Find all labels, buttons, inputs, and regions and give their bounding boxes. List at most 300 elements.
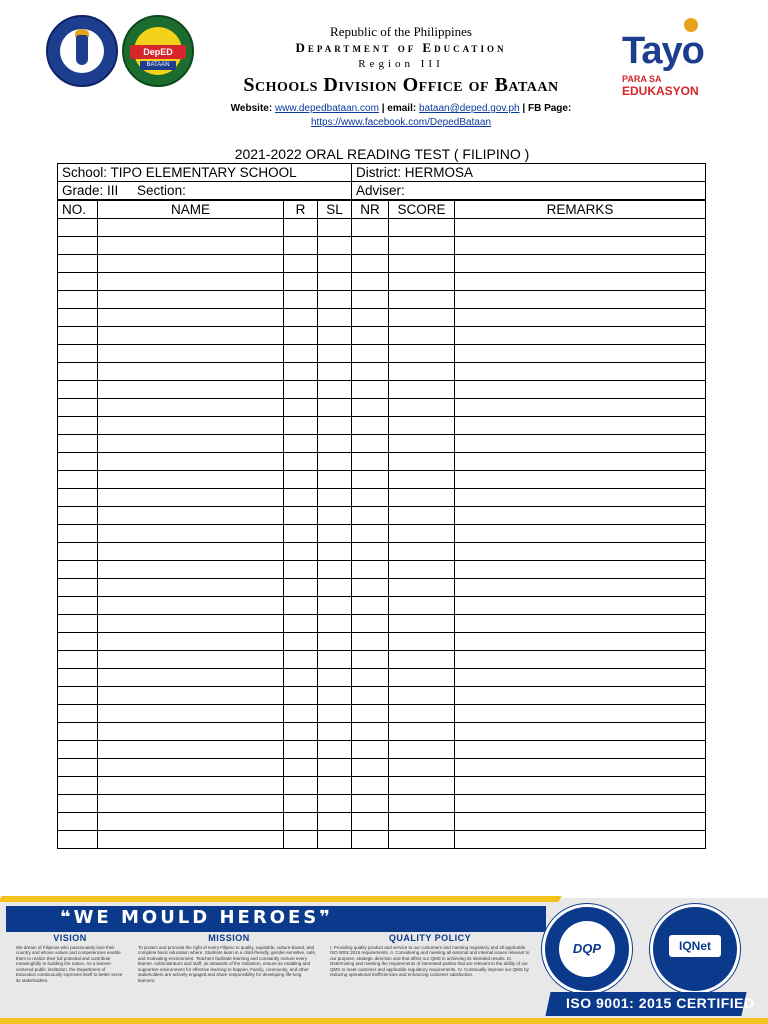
table-row (58, 453, 706, 471)
table-row (58, 489, 706, 507)
cell-no[interactable] (58, 525, 98, 543)
cell-remarks[interactable] (455, 705, 706, 723)
iqnet-certified-logo (650, 904, 740, 994)
cell-name[interactable] (98, 759, 284, 777)
cell-remarks[interactable] (455, 543, 706, 561)
cell-r[interactable] (284, 597, 318, 615)
cell-name[interactable] (98, 723, 284, 741)
cell-r[interactable] (284, 489, 318, 507)
cell-score[interactable] (389, 777, 455, 795)
cell-score[interactable] (389, 363, 455, 381)
cell-remarks[interactable] (455, 669, 706, 687)
cell-r[interactable] (284, 219, 318, 237)
cell-sl[interactable] (318, 291, 352, 309)
cell-remarks[interactable] (455, 795, 706, 813)
cell-score[interactable] (389, 795, 455, 813)
cell-nr[interactable] (352, 327, 389, 345)
cell-remarks[interactable] (455, 651, 706, 669)
cell-sl[interactable] (318, 345, 352, 363)
cell-nr[interactable] (352, 615, 389, 633)
cell-name[interactable] (98, 831, 284, 849)
cell-name[interactable] (98, 651, 284, 669)
cell-sl[interactable] (318, 543, 352, 561)
cell-remarks[interactable] (455, 723, 706, 741)
cell-name[interactable] (98, 237, 284, 255)
cell-nr[interactable] (352, 363, 389, 381)
cell-sl[interactable] (318, 759, 352, 777)
cell-remarks[interactable] (455, 813, 706, 831)
cell-sl[interactable] (318, 417, 352, 435)
cell-nr[interactable] (352, 741, 389, 759)
cell-remarks[interactable] (455, 759, 706, 777)
vision-text: We dream of Filipinos who passionately love their country and whose values and competencies enable them to realize their full potential and contribute meaningfully to building the nation. As a learner-centered public institution, the Department of Education continuously improves itself to better serve its stakeholders. (16, 944, 123, 983)
cell-r[interactable] (284, 453, 318, 471)
cell-score[interactable] (389, 561, 455, 579)
cell-no[interactable] (58, 435, 98, 453)
cell-no[interactable] (58, 309, 98, 327)
email-label: email: (387, 103, 417, 114)
table-row (58, 669, 706, 687)
cell-no[interactable] (58, 489, 98, 507)
cell-remarks[interactable] (455, 633, 706, 651)
cell-nr[interactable] (352, 795, 389, 813)
cell-score[interactable] (389, 759, 455, 777)
cell-name[interactable] (98, 813, 284, 831)
cell-sl[interactable] (318, 579, 352, 597)
reading-test-table (57, 200, 706, 849)
cell-sl[interactable] (318, 507, 352, 525)
cell-sl[interactable] (318, 471, 352, 489)
cell-r[interactable] (284, 291, 318, 309)
cell-no[interactable] (58, 507, 98, 525)
cell-r[interactable] (284, 255, 318, 273)
cell-r[interactable] (284, 741, 318, 759)
website-label: Website: (230, 103, 273, 114)
cell-sl[interactable] (318, 255, 352, 273)
cell-score[interactable] (389, 327, 455, 345)
cell-r[interactable] (284, 435, 318, 453)
cell-nr[interactable] (352, 705, 389, 723)
cell-r[interactable] (284, 705, 318, 723)
cell-nr[interactable] (352, 723, 389, 741)
cell-sl[interactable] (318, 399, 352, 417)
cell-sl[interactable] (318, 237, 352, 255)
quality-policy-text: I. Providing quality product and service to our customers and meeting regulatory and all applicable ISO 9001:2015 requirements. II. Considering and meeting all external and internal issues relevant to our purpose, strategic direction and that affect our QMS in achieving its intended results. III. Determining and meeting the requirements of interested parties that are relevant to the ability of our QMS to meet customer and applicable regulatory requirements. IV. Continually improve our QMS by reducing operational inefficiencies and enhancing customer satisfaction. (330, 944, 530, 977)
cell-no[interactable] (58, 417, 98, 435)
cell-score[interactable] (389, 309, 455, 327)
cell-nr[interactable] (352, 471, 389, 489)
grade-section-field[interactable] (58, 182, 352, 200)
cell-remarks[interactable] (455, 579, 706, 597)
cell-sl[interactable] (318, 363, 352, 381)
cell-sl[interactable] (318, 813, 352, 831)
cell-name[interactable] (98, 507, 284, 525)
mission-section (138, 933, 320, 983)
cell-nr[interactable] (352, 597, 389, 615)
cell-name[interactable] (98, 597, 284, 615)
cell-remarks[interactable] (455, 345, 706, 363)
cell-nr[interactable] (352, 831, 389, 849)
cell-no[interactable] (58, 471, 98, 489)
cell-nr[interactable] (352, 651, 389, 669)
cell-score[interactable] (389, 219, 455, 237)
table-row (58, 615, 706, 633)
cell-r[interactable] (284, 525, 318, 543)
cell-name[interactable] (98, 255, 284, 273)
cell-name[interactable] (98, 705, 284, 723)
cell-sl[interactable] (318, 525, 352, 543)
cell-nr[interactable] (352, 543, 389, 561)
cell-r[interactable] (284, 363, 318, 381)
cell-r[interactable] (284, 381, 318, 399)
cell-score[interactable] (389, 489, 455, 507)
deped-bataan-logo (122, 15, 194, 87)
cell-name[interactable] (98, 327, 284, 345)
cell-name[interactable] (98, 669, 284, 687)
cell-r[interactable] (284, 651, 318, 669)
cell-score[interactable] (389, 507, 455, 525)
cell-nr[interactable] (352, 345, 389, 363)
cell-sl[interactable] (318, 489, 352, 507)
school-field[interactable]: School: TIPO ELEMENTARY SCHOOL (58, 164, 352, 182)
form-title: 2021-2022 ORAL READING TEST ( FILIPINO ) (234, 146, 530, 162)
cell-score[interactable] (389, 615, 455, 633)
cell-score[interactable] (389, 255, 455, 273)
cell-name[interactable] (98, 219, 284, 237)
department-heading: Department of Education (295, 40, 507, 55)
cell-score[interactable] (389, 471, 455, 489)
cell-remarks[interactable] (455, 219, 706, 237)
cell-no[interactable] (58, 453, 98, 471)
table-row (58, 435, 706, 453)
cell-r[interactable] (284, 777, 318, 795)
cell-no[interactable] (58, 381, 98, 399)
cell-no[interactable] (58, 777, 98, 795)
cell-no[interactable] (58, 219, 98, 237)
cell-remarks[interactable] (455, 309, 706, 327)
cell-nr[interactable] (352, 435, 389, 453)
republic-heading: Republic of the Philippines (330, 24, 472, 39)
cell-sl[interactable] (318, 651, 352, 669)
cell-score[interactable] (389, 399, 455, 417)
cell-sl[interactable] (318, 561, 352, 579)
cell-nr[interactable] (352, 579, 389, 597)
cell-name[interactable] (98, 633, 284, 651)
dqp-logo-text: DQP (572, 941, 602, 956)
cell-name[interactable] (98, 417, 284, 435)
cell-remarks[interactable] (455, 255, 706, 273)
cell-r[interactable] (284, 615, 318, 633)
cell-no[interactable] (58, 237, 98, 255)
cell-no[interactable] (58, 831, 98, 849)
cell-score[interactable] (389, 345, 455, 363)
cell-sl[interactable] (318, 777, 352, 795)
table-header-row (58, 201, 706, 219)
cell-score[interactable] (389, 273, 455, 291)
cell-r[interactable] (284, 687, 318, 705)
cell-score[interactable] (389, 687, 455, 705)
cell-remarks[interactable] (455, 435, 706, 453)
cell-score[interactable] (389, 579, 455, 597)
cell-name[interactable] (98, 453, 284, 471)
cell-name[interactable] (98, 741, 284, 759)
dqp-quality-management-logo (542, 904, 632, 994)
cell-no[interactable] (58, 273, 98, 291)
fb-label: FB Page: (527, 103, 572, 114)
cell-remarks[interactable] (455, 291, 706, 309)
iqnet-logo-text: IQNet (669, 935, 721, 957)
cell-no[interactable] (58, 687, 98, 705)
table-row (58, 831, 706, 849)
cell-score[interactable] (389, 525, 455, 543)
cell-remarks[interactable] (455, 615, 706, 633)
cell-remarks[interactable] (455, 381, 706, 399)
cell-nr[interactable] (352, 219, 389, 237)
cell-name[interactable] (98, 309, 284, 327)
cell-r[interactable] (284, 417, 318, 435)
cell-name[interactable] (98, 579, 284, 597)
cell-remarks[interactable] (455, 687, 706, 705)
cell-no[interactable] (58, 327, 98, 345)
cell-name[interactable] (98, 525, 284, 543)
cell-score[interactable] (389, 723, 455, 741)
cell-remarks[interactable] (455, 489, 706, 507)
cell-score[interactable] (389, 543, 455, 561)
table-row (58, 327, 706, 345)
cell-nr[interactable] (352, 507, 389, 525)
cell-nr[interactable] (352, 255, 389, 273)
cell-name[interactable] (98, 399, 284, 417)
cell-nr[interactable] (352, 777, 389, 795)
cell-nr[interactable] (352, 525, 389, 543)
cell-score[interactable] (389, 417, 455, 435)
cell-score[interactable] (389, 669, 455, 687)
table-row (58, 795, 706, 813)
tayo-para-sa-edukasyon-logo (622, 18, 726, 96)
cell-nr[interactable] (352, 237, 389, 255)
table-row (58, 651, 706, 669)
cell-sl[interactable] (318, 633, 352, 651)
cell-no[interactable] (58, 597, 98, 615)
table-row (58, 237, 706, 255)
cell-no[interactable] (58, 723, 98, 741)
cell-nr[interactable] (352, 561, 389, 579)
cell-nr[interactable] (352, 291, 389, 309)
cell-remarks[interactable] (455, 327, 706, 345)
cell-sl[interactable] (318, 615, 352, 633)
cell-r[interactable] (284, 237, 318, 255)
cell-nr[interactable] (352, 813, 389, 831)
cell-no[interactable] (58, 705, 98, 723)
cell-nr[interactable] (352, 759, 389, 777)
cell-remarks[interactable] (455, 471, 706, 489)
cell-name[interactable] (98, 345, 284, 363)
table-row (58, 399, 706, 417)
col-remarks-header: REMARKS (455, 201, 706, 219)
para-sa-logo-text: PARA SA (622, 74, 662, 84)
email-link[interactable]: bataan@deped.gov.ph (418, 103, 520, 114)
cell-sl[interactable] (318, 687, 352, 705)
cell-no[interactable] (58, 345, 98, 363)
cell-sl[interactable] (318, 723, 352, 741)
cell-name[interactable] (98, 273, 284, 291)
cell-no[interactable] (58, 633, 98, 651)
cell-no[interactable] (58, 741, 98, 759)
cell-r[interactable] (284, 561, 318, 579)
cell-sl[interactable] (318, 309, 352, 327)
website-link[interactable]: www.depedbataan.com (274, 103, 379, 114)
grade-label: Grade: III (62, 183, 119, 198)
cell-remarks[interactable] (455, 561, 706, 579)
cell-sl[interactable] (318, 453, 352, 471)
cell-name[interactable] (98, 795, 284, 813)
col-name-header: NAME (98, 201, 284, 219)
cell-remarks[interactable] (455, 597, 706, 615)
cell-r[interactable] (284, 273, 318, 291)
cell-remarks[interactable] (455, 507, 706, 525)
col-nr-header: NR (352, 201, 389, 219)
cell-no[interactable] (58, 813, 98, 831)
cell-score[interactable] (389, 741, 455, 759)
cell-sl[interactable] (318, 327, 352, 345)
cell-r[interactable] (284, 723, 318, 741)
cell-score[interactable] (389, 597, 455, 615)
cell-name[interactable] (98, 543, 284, 561)
col-sl-header: SL (318, 201, 352, 219)
cell-nr[interactable] (352, 417, 389, 435)
cell-r[interactable] (284, 345, 318, 363)
cell-no[interactable] (58, 561, 98, 579)
cell-remarks[interactable] (455, 417, 706, 435)
cell-no[interactable] (58, 399, 98, 417)
division-heading: Schools Division Office of Bataan (243, 74, 559, 96)
cell-r[interactable] (284, 471, 318, 489)
cell-sl[interactable] (318, 219, 352, 237)
cell-sl[interactable] (318, 831, 352, 849)
cell-no[interactable] (58, 579, 98, 597)
fb-link[interactable]: https://www.facebook.com/DepedBataan (310, 117, 492, 128)
cell-nr[interactable] (352, 633, 389, 651)
cell-name[interactable] (98, 381, 284, 399)
cell-r[interactable] (284, 813, 318, 831)
cell-nr[interactable] (352, 489, 389, 507)
cell-score[interactable] (389, 237, 455, 255)
section-label: Section: (137, 183, 186, 198)
cell-name[interactable] (98, 615, 284, 633)
cell-no[interactable] (58, 543, 98, 561)
cell-name[interactable] (98, 363, 284, 381)
cell-score[interactable] (389, 813, 455, 831)
cell-remarks[interactable] (455, 525, 706, 543)
cell-r[interactable] (284, 309, 318, 327)
cell-r[interactable] (284, 327, 318, 345)
cell-sl[interactable] (318, 705, 352, 723)
cell-nr[interactable] (352, 453, 389, 471)
cell-sl[interactable] (318, 795, 352, 813)
cell-name[interactable] (98, 471, 284, 489)
cell-name[interactable] (98, 687, 284, 705)
cell-score[interactable] (389, 291, 455, 309)
cell-no[interactable] (58, 255, 98, 273)
cell-r[interactable] (284, 633, 318, 651)
cell-score[interactable] (389, 453, 455, 471)
cell-r[interactable] (284, 579, 318, 597)
cell-no[interactable] (58, 795, 98, 813)
table-row (58, 633, 706, 651)
cell-sl[interactable] (318, 669, 352, 687)
cell-nr[interactable] (352, 381, 389, 399)
cell-no[interactable] (58, 363, 98, 381)
cell-r[interactable] (284, 759, 318, 777)
adviser-field[interactable]: Adviser: (352, 182, 706, 200)
quality-policy-section (330, 933, 530, 978)
cell-r[interactable] (284, 399, 318, 417)
table-row (58, 597, 706, 615)
cell-remarks[interactable] (455, 273, 706, 291)
cell-remarks[interactable] (455, 831, 706, 849)
cell-score[interactable] (389, 705, 455, 723)
cell-r[interactable] (284, 669, 318, 687)
cell-sl[interactable] (318, 597, 352, 615)
cell-remarks[interactable] (455, 237, 706, 255)
table-row (58, 777, 706, 795)
cell-sl[interactable] (318, 435, 352, 453)
cell-r[interactable] (284, 831, 318, 849)
cell-sl[interactable] (318, 381, 352, 399)
cell-sl[interactable] (318, 273, 352, 291)
cell-nr[interactable] (352, 273, 389, 291)
cell-nr[interactable] (352, 399, 389, 417)
cell-r[interactable] (284, 795, 318, 813)
cell-r[interactable] (284, 543, 318, 561)
cell-no[interactable] (58, 615, 98, 633)
cell-remarks[interactable] (455, 777, 706, 795)
cell-nr[interactable] (352, 309, 389, 327)
cell-remarks[interactable] (455, 741, 706, 759)
cell-score[interactable] (389, 651, 455, 669)
cell-score[interactable] (389, 633, 455, 651)
cell-name[interactable] (98, 489, 284, 507)
table-row (58, 471, 706, 489)
deped-logo-text: DepED (130, 45, 186, 59)
cell-score[interactable] (389, 435, 455, 453)
cell-remarks[interactable] (455, 399, 706, 417)
footer-banner (0, 878, 768, 1024)
cell-score[interactable] (389, 831, 455, 849)
cell-sl[interactable] (318, 741, 352, 759)
cell-no[interactable] (58, 759, 98, 777)
cell-no[interactable] (58, 651, 98, 669)
table-row (58, 813, 706, 831)
cell-no[interactable] (58, 291, 98, 309)
cell-remarks[interactable] (455, 363, 706, 381)
table-row (58, 759, 706, 777)
cell-name[interactable] (98, 435, 284, 453)
district-field[interactable]: District: HERMOSA (352, 164, 706, 182)
cell-score[interactable] (389, 381, 455, 399)
table-row (58, 723, 706, 741)
cell-remarks[interactable] (455, 453, 706, 471)
table-row (58, 507, 706, 525)
cell-nr[interactable] (352, 669, 389, 687)
cell-nr[interactable] (352, 687, 389, 705)
cell-no[interactable] (58, 669, 98, 687)
separator: | (381, 103, 385, 114)
cell-name[interactable] (98, 777, 284, 795)
cell-name[interactable] (98, 291, 284, 309)
cell-name[interactable] (98, 561, 284, 579)
cell-r[interactable] (284, 507, 318, 525)
